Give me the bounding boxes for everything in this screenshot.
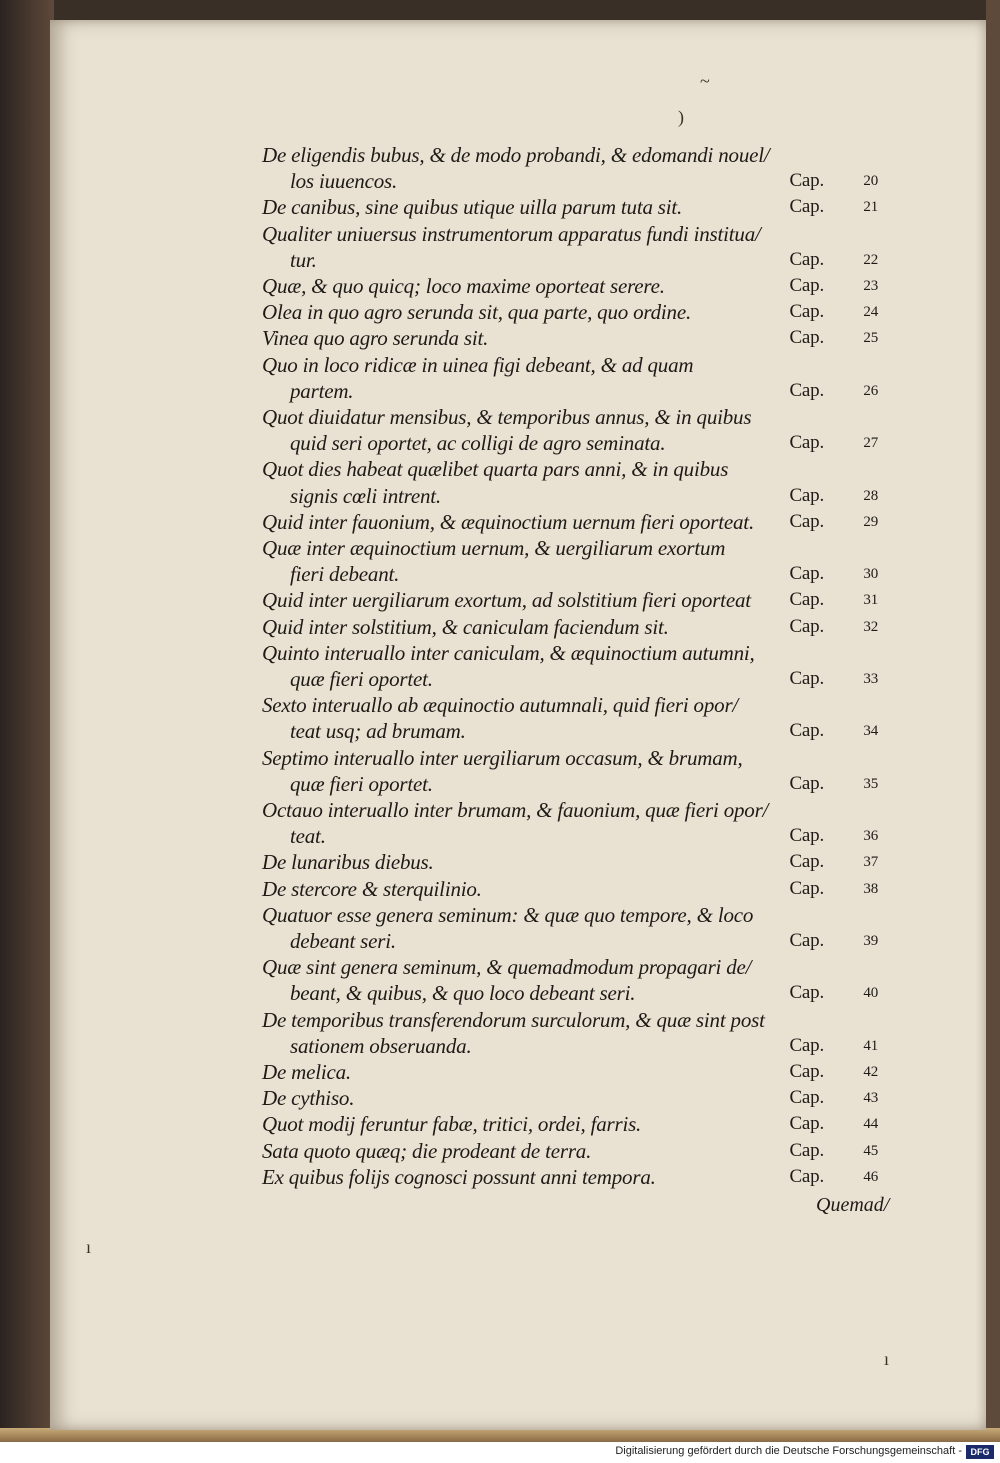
chapter-abbrev: Cap.: [789, 170, 824, 192]
chapter-number: 36: [863, 828, 878, 845]
toc-entry: [262, 1164, 882, 1190]
toc-entry-text: Quid inter fauonium, & æquinoctium uernum fieri oporteat.: [262, 509, 754, 534]
toc-entry-continuation: [262, 168, 882, 194]
toc-entry-text: De temporibus transferendorum surculorum, & quæ sint post: [262, 1007, 765, 1032]
toc-entry-continuation: [262, 483, 882, 509]
toc-entry-title: [262, 299, 882, 325]
toc-entry-title: [262, 325, 882, 351]
toc-entry-text: partem.: [290, 378, 354, 403]
chapter-abbrev: Cap.: [789, 929, 824, 951]
chapter-number: 30: [863, 566, 878, 583]
chapter-abbrev: Cap.: [789, 301, 824, 323]
chapter-number: 31: [863, 592, 878, 609]
toc-entry-title: [262, 876, 882, 902]
toc-entry-text: De stercore & sterquilinio.: [262, 876, 482, 901]
toc-entry-text: quæ fieri oportet.: [290, 771, 433, 796]
toc-entry-text: los iuuencos.: [290, 169, 398, 194]
chapter-abbrev: Cap.: [789, 379, 824, 401]
toc-entry-continuation: [262, 823, 882, 849]
toc-entry: [262, 404, 882, 456]
toc-entry: [262, 1111, 882, 1137]
toc-entry-title: [262, 954, 882, 980]
toc-entry: [262, 352, 882, 404]
toc-entry: [262, 876, 882, 902]
chapter-abbrev: Cap.: [789, 510, 824, 532]
chapter-abbrev: Cap.: [789, 1113, 824, 1135]
toc-entry-continuation: [262, 1033, 882, 1059]
chapter-number: 21: [863, 199, 878, 216]
toc-entry-title: [262, 221, 882, 247]
toc-entry: [262, 142, 882, 194]
toc-entry: [262, 194, 882, 220]
toc-entry-text: Quot diuidatur mensibus, & temporibus annus, & in quibus: [262, 405, 752, 429]
chapter-abbrev: Cap.: [789, 720, 824, 742]
toc-entry: [262, 456, 882, 508]
chapter-abbrev: Cap.: [789, 615, 824, 637]
toc-entry: [262, 849, 882, 875]
chapter-abbrev: Cap.: [789, 275, 824, 296]
toc-entry-continuation: [262, 980, 882, 1006]
toc-entry: [262, 273, 882, 299]
toc-entry: [262, 1007, 882, 1059]
toc-entry-continuation: [262, 430, 882, 456]
toc-entry-title: [262, 587, 882, 613]
toc-entry-text: Octauo interuallo inter brumam, & fauonium, quæ fieri opor/: [262, 798, 769, 822]
chapter-abbrev: Cap.: [789, 667, 824, 689]
toc-entry-title: [262, 902, 882, 928]
toc-entry: [262, 1059, 882, 1085]
right-page-edge: [986, 0, 1000, 1440]
toc-entry-title: [262, 745, 882, 771]
chapter-number: 45: [863, 1142, 878, 1159]
footer-credit-text: Digitalisierung gefördert durch die Deutsche Forschungsgemeinschaft -: [615, 1445, 962, 1457]
chapter-abbrev: Cap.: [789, 772, 824, 794]
toc-entry-title: [262, 535, 882, 561]
chapter-number: 32: [863, 618, 878, 635]
chapter-number: 20: [863, 173, 878, 190]
chapter-abbrev: Cap.: [789, 851, 824, 873]
toc-entry-title: [262, 1164, 882, 1190]
toc-entry-text: quæ fieri oportet.: [290, 666, 433, 691]
toc-entry-title: [262, 352, 882, 378]
ink-mark: ~: [700, 71, 710, 91]
toc-entry: [262, 587, 882, 613]
toc-entry-text: sationem obseruanda.: [290, 1033, 472, 1058]
toc-entry-title: [262, 194, 882, 220]
book-spine: [0, 0, 54, 1440]
toc-entry: [262, 1085, 882, 1111]
toc-entry-title: [262, 456, 882, 482]
toc-entry-text: tur.: [290, 247, 317, 272]
toc-entry-text: De eligendis bubus, & de modo probandi, & edomandi nouel/: [262, 143, 770, 167]
toc-entry-text: Vinea quo agro serunda sit.: [262, 326, 489, 351]
toc-entry-text: Quot modij feruntur fabæ, tritici, ordei, farris.: [262, 1112, 642, 1137]
toc-entry-title: [262, 1111, 882, 1137]
toc-entry-continuation: [262, 771, 882, 797]
chapter-number: 38: [863, 880, 878, 897]
chapter-abbrev: Cap.: [789, 248, 824, 270]
chapter-abbrev: Cap.: [789, 982, 824, 1004]
chapter-abbrev: Cap.: [789, 432, 824, 454]
chapter-abbrev: Cap.: [789, 327, 824, 349]
toc-entry-title: [262, 509, 882, 535]
chapter-abbrev: Cap.: [789, 1061, 824, 1082]
toc-entry: [262, 614, 882, 640]
chapter-number: 44: [863, 1116, 878, 1133]
toc-entry: [262, 299, 882, 325]
chapter-number: 22: [863, 251, 878, 268]
toc-entry-continuation: [262, 718, 882, 744]
toc-entry-title: [262, 1085, 882, 1111]
toc-entry-text: Quo in loco ridicæ in uinea figi debeant, & ad quam: [262, 352, 694, 377]
toc-entry-continuation: [262, 666, 882, 692]
chapter-abbrev: Cap.: [789, 1087, 824, 1109]
chapter-number: 34: [863, 723, 878, 740]
chapter-abbrev: Cap.: [789, 1034, 824, 1056]
toc-entry-text: Quatuor esse genera seminum: & quæ quo tempore, & loco: [262, 902, 754, 927]
toc-entry-text: teat usq; ad brumam.: [290, 719, 466, 744]
chapter-number: 29: [863, 513, 878, 530]
toc-entry-text: De melica.: [262, 1060, 351, 1084]
toc-entry-title: [262, 640, 882, 666]
toc-entry-text: Septimo interuallo inter uergiliarum occasum, & brumam,: [262, 745, 743, 770]
chapter-number: 41: [863, 1037, 878, 1054]
chapter-abbrev: Cap.: [789, 825, 824, 847]
chapter-abbrev: Cap.: [789, 1165, 824, 1187]
toc-entry-title: [262, 1138, 882, 1164]
chapter-number: 40: [863, 985, 878, 1002]
toc-entry-title: [262, 1007, 882, 1033]
toc-entry-text: Ex quibus folijs cognosci possunt anni tempora.: [262, 1164, 656, 1189]
toc-entry-text: signis cœli intrent.: [290, 483, 441, 508]
chapter-number: 37: [863, 854, 878, 871]
chapter-number: 23: [863, 278, 878, 294]
toc-entry-text: debeant seri.: [290, 928, 396, 953]
toc-entry-continuation: [262, 247, 882, 273]
toc-entry-title: [262, 614, 882, 640]
chapter-abbrev: Cap.: [789, 1139, 824, 1161]
chapter-number: 42: [863, 1064, 878, 1080]
toc-entry-continuation: [262, 378, 882, 404]
ink-mark: ı: [884, 1349, 890, 1369]
toc-entry-continuation: [262, 561, 882, 587]
chapter-abbrev: Cap.: [789, 563, 824, 585]
toc-entry: [262, 902, 882, 954]
footer-bar: [0, 1442, 1000, 1463]
chapter-number: 26: [863, 382, 878, 399]
toc-entry-text: De cythiso.: [262, 1086, 355, 1111]
toc-entry-text: teat.: [290, 824, 326, 849]
toc-entry: [262, 221, 882, 273]
toc-entry-text: Sata quoto quæq; die prodeant de terra.: [262, 1138, 592, 1163]
chapter-number: 28: [863, 487, 878, 504]
chapter-number: 43: [863, 1090, 878, 1107]
toc-entry-text: quid seri oportet, ac colligi de agro seminata.: [290, 431, 666, 456]
toc-entry-text: Qualiter uniuersus instrumentorum apparatus fundi institua/: [262, 221, 761, 246]
chapter-abbrev: Cap.: [789, 196, 824, 218]
toc-entry-title: [262, 692, 882, 718]
chapter-number: 24: [863, 304, 878, 321]
toc-entry-continuation: [262, 928, 882, 954]
toc-entry-text: fieri debeant.: [290, 562, 400, 587]
toc-entry: [262, 954, 882, 1006]
toc-entry: [262, 509, 882, 535]
chapter-abbrev: Cap.: [789, 589, 824, 611]
ink-mark: ): [678, 107, 684, 127]
chapter-abbrev: Cap.: [789, 877, 824, 899]
chapter-number: 39: [863, 932, 878, 949]
toc-entry-text: Sexto interuallo ab æquinoctio autumnali, quid fieri opor/: [262, 693, 739, 718]
toc-entry: [262, 692, 882, 744]
toc-entry: [262, 640, 882, 692]
toc-entry-text: Quinto interuallo inter caniculam, & æquinoctium autumni,: [262, 640, 755, 665]
toc-entry-text: De lunaribus diebus.: [262, 850, 434, 875]
toc-entry-text: Quæ sint genera seminum, & quemadmodum propagari de/: [262, 955, 752, 980]
toc-entry-title: [262, 142, 882, 168]
chapter-number: 27: [863, 435, 878, 452]
chapter-number: 25: [863, 330, 878, 347]
chapter-abbrev: Cap.: [789, 484, 824, 506]
toc-entry-title: [262, 849, 882, 875]
chapter-number: 35: [863, 775, 878, 792]
ink-mark: ı: [86, 1237, 92, 1257]
toc-entry-text: beant, & quibus, & quo loco debeant seri.: [290, 981, 636, 1006]
toc-entry-text: Olea in quo agro serunda sit, qua parte, quo ordine.: [262, 300, 692, 325]
toc-entry-title: [262, 404, 882, 430]
toc-entry-text: Quid inter solstitium, & caniculam faciendum sit.: [262, 614, 669, 639]
catchword: Quemad/: [816, 1194, 890, 1216]
toc-entry-text: De canibus, sine quibus utique uilla parum tuta sit.: [262, 195, 683, 220]
toc-entry: [262, 325, 882, 351]
toc-entry: [262, 745, 882, 797]
dfg-logo: DFG: [966, 1445, 994, 1459]
page-bottom-edge: [0, 1428, 1000, 1442]
toc-entry: [262, 1138, 882, 1164]
chapter-number: 33: [863, 670, 878, 687]
toc-entry: [262, 535, 882, 587]
toc-entry: [262, 797, 882, 849]
toc-entry-text: Quid inter uergiliarum exortum, ad solstitium fieri oporteat: [262, 588, 751, 613]
toc-entry-title: [262, 1059, 882, 1085]
chapter-number: 46: [863, 1168, 878, 1185]
toc-entry-text: Quot dies habeat quælibet quarta pars anni, & in quibus: [262, 457, 729, 482]
toc-entry-title: [262, 273, 882, 299]
toc-entry-text: Quæ inter æquinoctium uernum, & uergiliarum exortum: [262, 536, 726, 560]
toc-entry-text: Quæ, & quo quicq; loco maxime oporteat serere.: [262, 274, 665, 298]
toc-entry-title: [262, 797, 882, 823]
